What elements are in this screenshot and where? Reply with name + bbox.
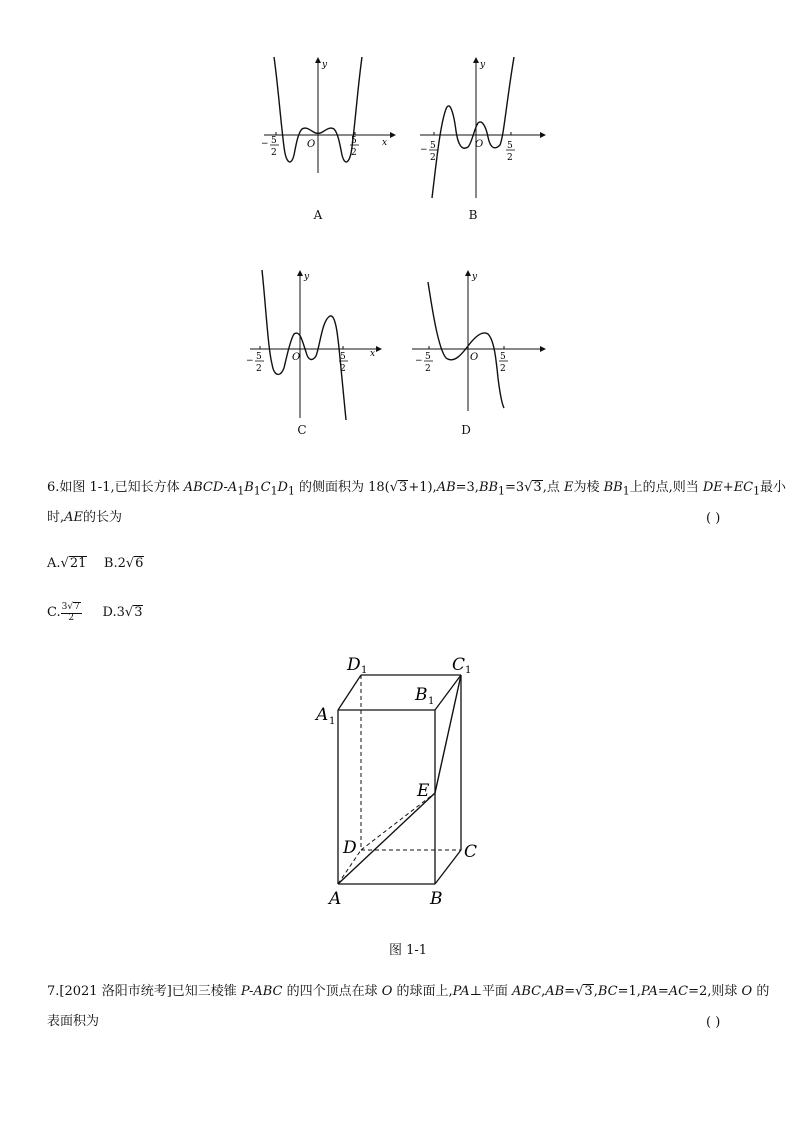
svg-text:B: B <box>415 685 428 705</box>
graph-option-c-label: C <box>297 423 307 437</box>
origin-label: O <box>292 352 301 363</box>
svg-text:5: 5 <box>340 352 346 362</box>
svg-text:2: 2 <box>271 148 277 158</box>
svg-text:5: 5 <box>351 136 357 146</box>
svg-text:−: − <box>246 356 254 366</box>
y-label: y <box>472 272 478 282</box>
option-d[interactable]: D.3√3 <box>102 605 143 621</box>
svg-text:−: − <box>415 356 423 366</box>
graph-option-a <box>258 55 398 175</box>
graph-option-b <box>418 55 548 200</box>
graph-option-a-label: A <box>313 208 323 222</box>
svg-text:A: A <box>316 705 329 725</box>
answer-bracket-q6[interactable]: ( ) <box>706 511 721 526</box>
graph-option-d <box>408 268 550 413</box>
q6-options-ab <box>47 556 144 571</box>
svg-text:1: 1 <box>361 665 368 676</box>
question-6-line-1: 6.如图 1-1,已知长方体 ABCD-$A_1B_1C_1D_1$ 的侧面积为 $18(√3+1),AB=3,BB_1=3√3$,点 E为棱 $BB_1$上的点,则当 $DE+EC_1$最小 <box>47 480 787 498</box>
svg-text:A: A <box>329 889 342 909</box>
figure-caption: 图 1-1 <box>388 943 428 958</box>
svg-text:2: 2 <box>425 364 431 374</box>
svg-text:5: 5 <box>256 352 262 362</box>
svg-text:5: 5 <box>271 136 277 146</box>
figure-1-1-cuboid <box>305 648 495 913</box>
x-label: x <box>370 349 376 359</box>
svg-text:2: 2 <box>500 364 506 374</box>
y-label: y <box>480 60 486 70</box>
svg-text:C: C <box>464 842 478 862</box>
origin-label: O <box>475 139 484 150</box>
svg-text:2: 2 <box>430 153 436 163</box>
svg-text:5: 5 <box>430 141 436 151</box>
svg-text:D: D <box>343 838 357 858</box>
option-c[interactable]: C. $\frac{3√7}{2}$ <box>47 602 80 623</box>
svg-text:C: C <box>452 655 466 675</box>
question-6-line-2: 时,AE的长为 <box>47 510 123 525</box>
q6-options-cd <box>47 602 143 624</box>
svg-text:2: 2 <box>340 364 346 374</box>
svg-text:1: 1 <box>465 665 472 676</box>
svg-text:B: B <box>430 889 443 909</box>
y-label: y <box>304 272 310 282</box>
svg-text:2: 2 <box>507 153 513 163</box>
svg-text:D: D <box>347 655 361 675</box>
y-label: y <box>322 60 328 70</box>
svg-text:−: − <box>420 145 428 155</box>
svg-text:5: 5 <box>500 352 506 362</box>
graph-option-c <box>246 268 386 420</box>
option-a[interactable]: A.√21 <box>47 556 87 571</box>
svg-text:5: 5 <box>507 141 513 151</box>
question-7-line-2: 表面积为 <box>47 1014 100 1029</box>
svg-text:5: 5 <box>425 352 431 362</box>
answer-bracket-q7[interactable]: ( ) <box>706 1015 721 1030</box>
svg-text:1: 1 <box>428 696 435 707</box>
origin-label: O <box>470 352 479 363</box>
x-label: x <box>382 138 388 148</box>
option-b[interactable]: B.2√6 <box>103 556 144 571</box>
svg-text:−: − <box>261 139 269 149</box>
origin-label: O <box>307 139 316 150</box>
svg-text:E: E <box>417 781 430 801</box>
question-7-line-1: 7.[2021 洛阳市统考]已知三棱锥 P-ABC 的四个顶点在球 O 的球面上,PA⊥平面 ABC,AB=√3,BC=1,PA=AC=2,则球 O 的 <box>47 984 770 999</box>
graph-option-b-label: B <box>468 208 478 222</box>
svg-text:2: 2 <box>351 148 357 158</box>
graph-option-d-label: D <box>461 423 471 437</box>
svg-text:2: 2 <box>256 364 262 374</box>
svg-text:1: 1 <box>329 716 336 727</box>
